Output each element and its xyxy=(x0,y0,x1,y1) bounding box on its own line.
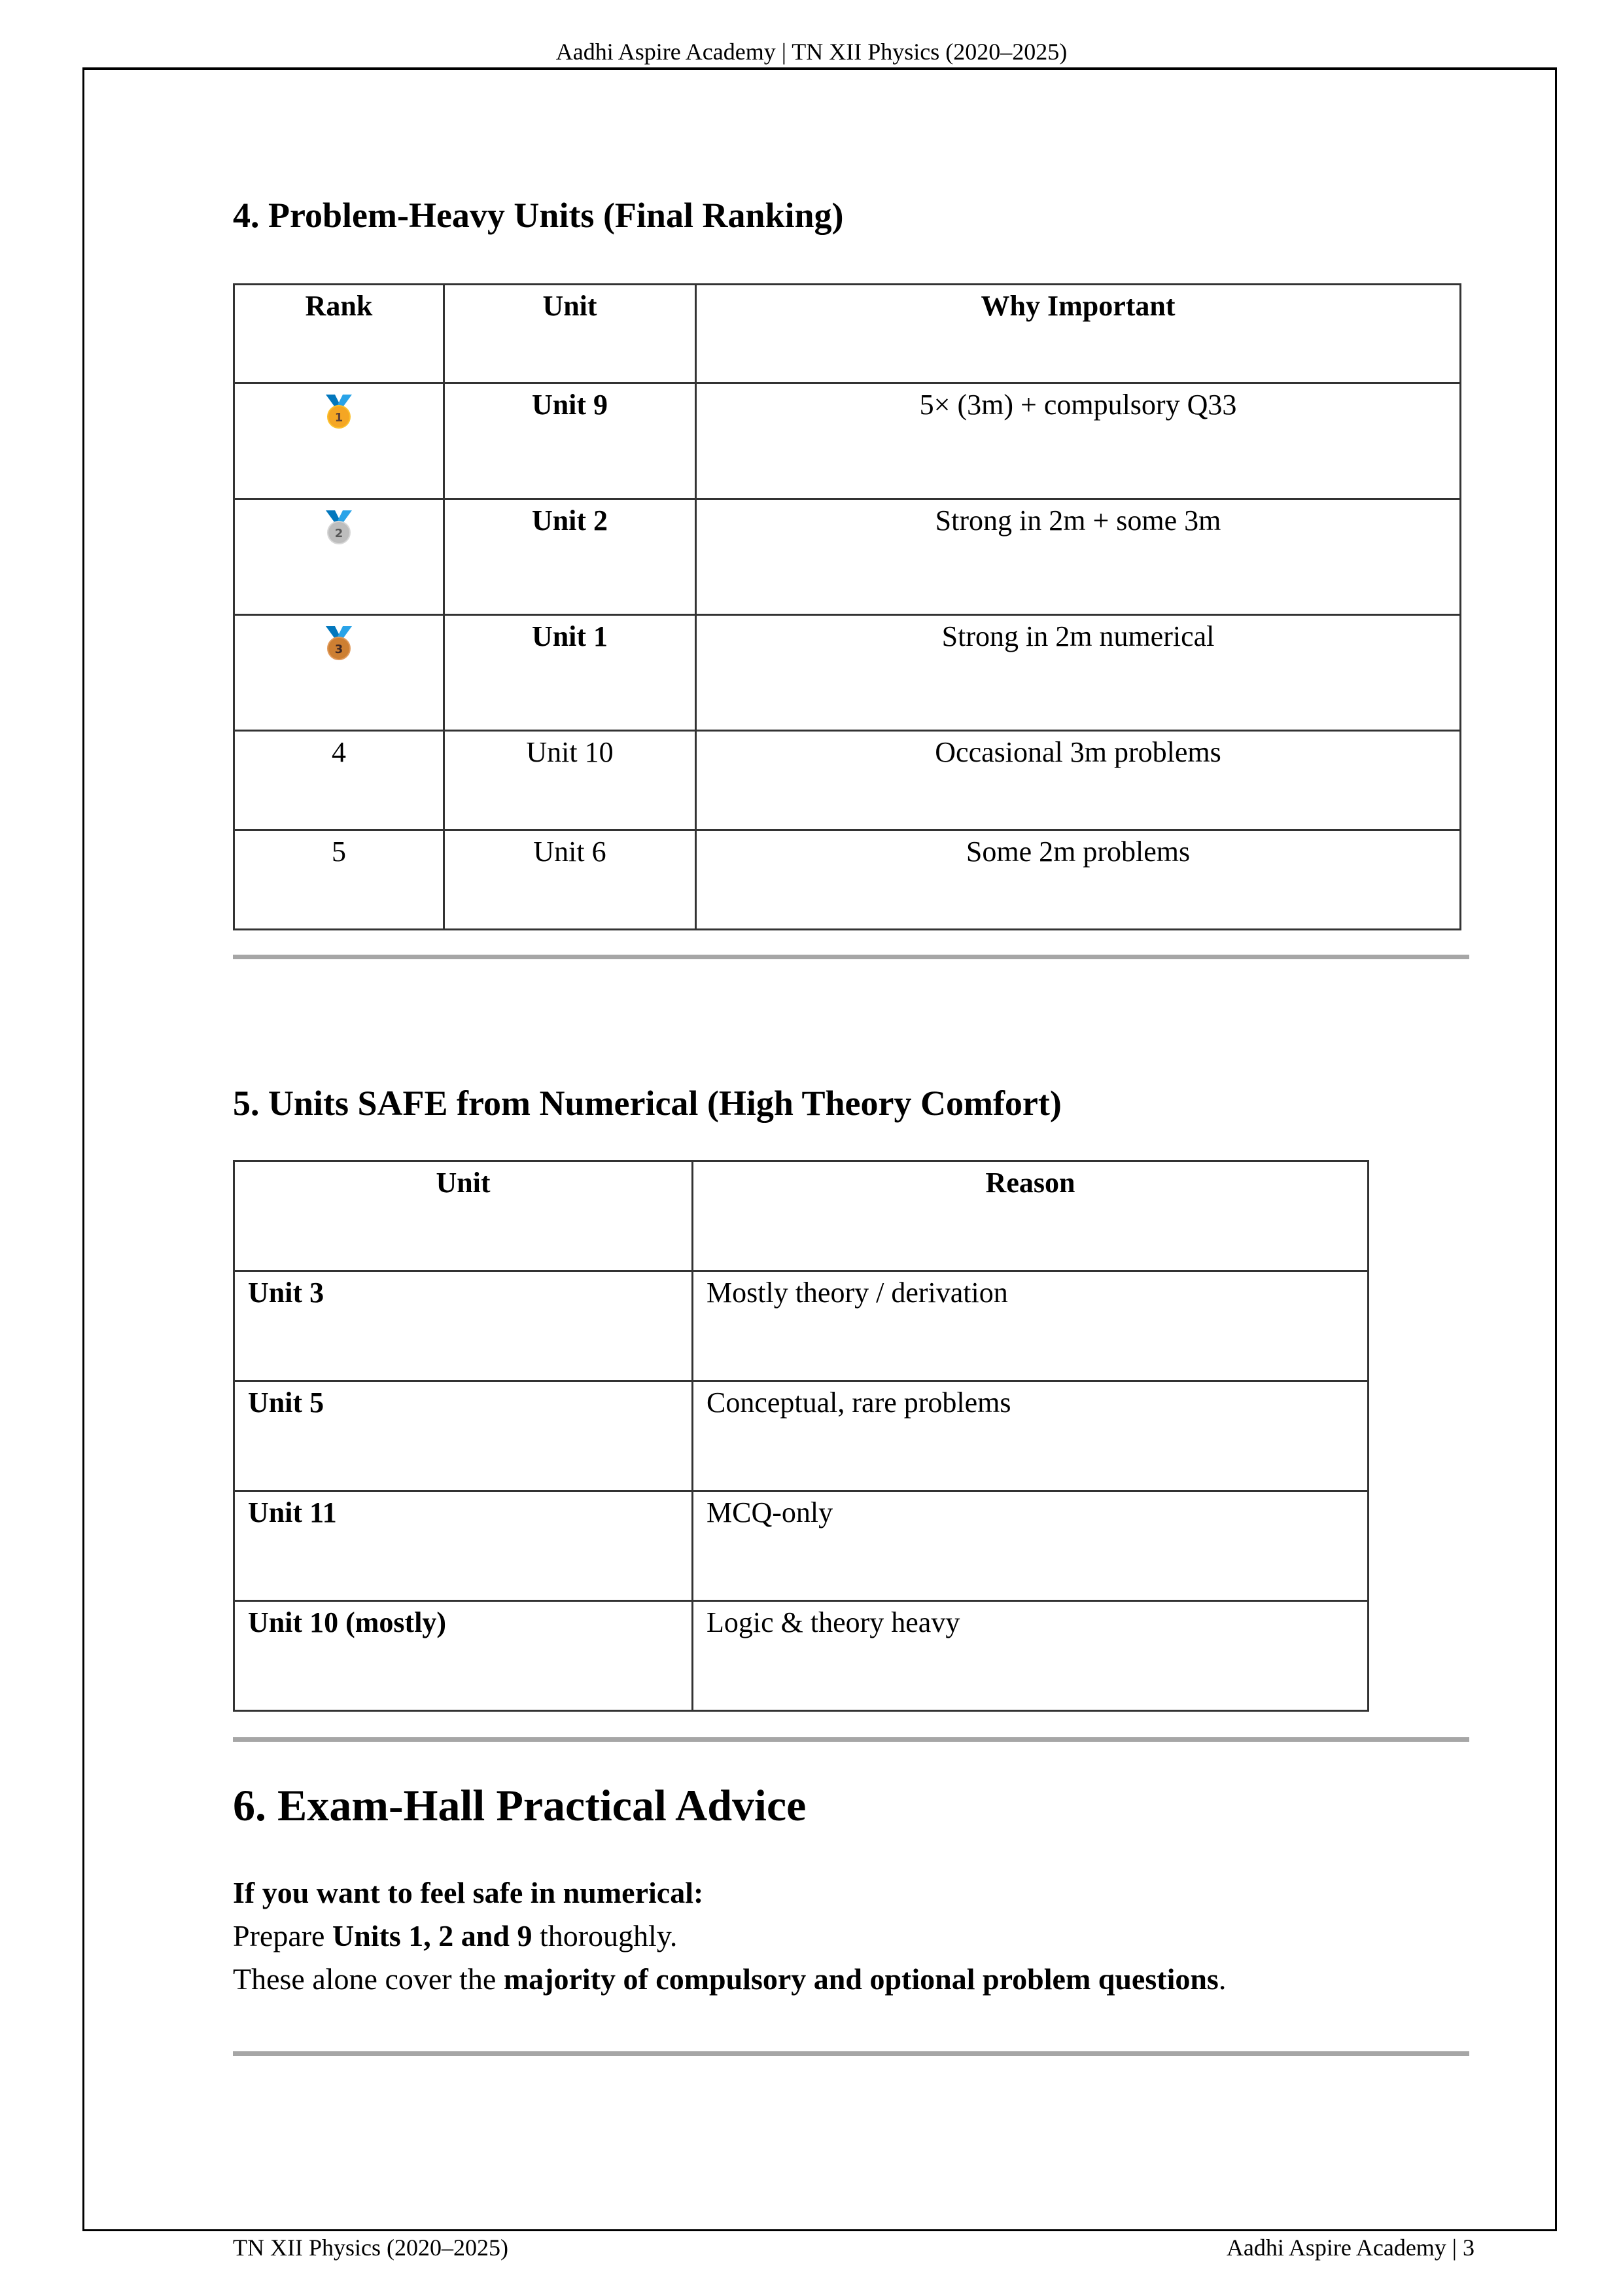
gold-medal-icon xyxy=(322,393,356,430)
unit-cell: Unit 1 xyxy=(444,615,696,731)
table-row xyxy=(234,731,1461,830)
table-row xyxy=(234,615,1461,731)
text: Prepare xyxy=(233,1919,332,1952)
svg-text:1: 1 xyxy=(334,411,343,425)
emphasis: majority of compulsory and optional problem questions xyxy=(503,1962,1219,1996)
section-4-title: 4. Problem-Heavy Units (Final Ranking) xyxy=(233,196,844,235)
table-row xyxy=(234,1491,1369,1601)
text: These alone cover the xyxy=(233,1962,504,1996)
advice-lead: If you want to feel safe in numerical: xyxy=(233,1876,704,1909)
reason-cell: Conceptual, rare problems xyxy=(693,1381,1369,1491)
safe-units-table xyxy=(233,1160,1369,1712)
unit-cell: Unit 10 (mostly) xyxy=(234,1601,693,1711)
svg-text:3: 3 xyxy=(334,643,343,656)
unit-cell: Unit 9 xyxy=(444,383,696,499)
text: . xyxy=(1218,1962,1227,1996)
table-row xyxy=(234,1271,1369,1381)
why-cell: Some 2m problems xyxy=(696,830,1461,930)
section-5-title: 5. Units SAFE from Numerical (High Theory Comfort) xyxy=(233,1084,1062,1123)
reason-cell: MCQ-only xyxy=(693,1491,1369,1601)
rank-cell xyxy=(234,383,444,499)
table-row xyxy=(234,830,1461,930)
col-reason: Reason xyxy=(693,1161,1369,1271)
col-rank: Rank xyxy=(234,285,444,383)
text: thoroughly. xyxy=(532,1919,678,1952)
why-cell: Occasional 3m problems xyxy=(696,731,1461,830)
col-unit: Unit xyxy=(444,285,696,383)
section-6-title: 6. Exam-Hall Practical Advice xyxy=(233,1780,807,1830)
why-cell: 5× (3m) + compulsory Q33 xyxy=(696,383,1461,499)
rank-cell xyxy=(234,615,444,731)
table-row xyxy=(234,1601,1369,1711)
problem-heavy-table xyxy=(233,283,1461,930)
advice-line-3 xyxy=(233,1958,1226,2001)
divider xyxy=(233,2051,1469,2056)
silver-medal-icon xyxy=(322,509,356,546)
col-unit: Unit xyxy=(234,1161,693,1271)
unit-cell: Unit 3 xyxy=(234,1271,693,1381)
unit-cell: Unit 11 xyxy=(234,1491,693,1601)
table-row xyxy=(234,383,1461,499)
unit-cell: Unit 2 xyxy=(444,499,696,615)
unit-cell: Unit 6 xyxy=(444,830,696,930)
page-header: Aadhi Aspire Academy | TN XII Physics (2020–2025) xyxy=(555,39,1068,65)
divider xyxy=(233,1737,1469,1742)
rank-cell xyxy=(234,499,444,615)
rank-cell: 5 xyxy=(234,830,444,930)
table-row xyxy=(234,499,1461,615)
footer-right: Aadhi Aspire Academy | 3 xyxy=(1226,2234,1475,2261)
table-row xyxy=(234,1381,1369,1491)
rank-cell: 4 xyxy=(234,731,444,830)
divider xyxy=(233,955,1469,959)
emphasis: Units 1, 2 and 9 xyxy=(332,1919,532,1952)
advice-block xyxy=(233,1871,1226,2001)
reason-cell: Logic & theory heavy xyxy=(693,1601,1369,1711)
why-cell: Strong in 2m numerical xyxy=(696,615,1461,731)
footer-left: TN XII Physics (2020–2025) xyxy=(233,2234,508,2261)
unit-cell: Unit 5 xyxy=(234,1381,693,1491)
unit-cell: Unit 10 xyxy=(444,731,696,830)
why-cell: Strong in 2m + some 3m xyxy=(696,499,1461,615)
advice-line-2 xyxy=(233,1915,1226,1958)
reason-cell: Mostly theory / derivation xyxy=(693,1271,1369,1381)
col-why: Why Important xyxy=(696,285,1461,383)
bronze-medal-icon xyxy=(322,625,356,662)
svg-text:2: 2 xyxy=(334,527,343,540)
